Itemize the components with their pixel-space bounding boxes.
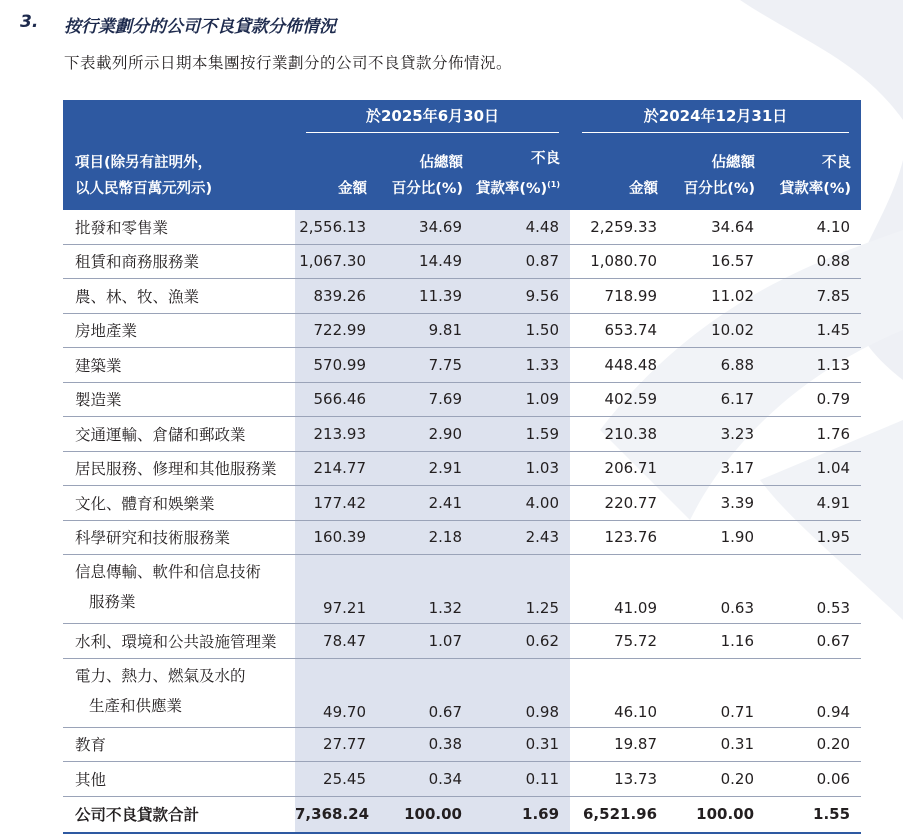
npl-ratio-2024-cell: 1.95 (765, 520, 861, 555)
amount-2024-cell: 1,080.70 (570, 244, 668, 279)
pct-2024-cell: 0.31 (668, 727, 765, 762)
pct-2025-cell: 0.67 (377, 658, 473, 727)
amount-2024-cell: 6,521.96 (570, 796, 668, 833)
table-row (63, 348, 861, 383)
amount-2025-cell: 97.21 (295, 555, 377, 624)
amount-2025-cell: 213.93 (295, 417, 377, 452)
pct-2025-cell: 7.75 (377, 348, 473, 383)
table-row (63, 244, 861, 279)
amount-2025-cell: 49.70 (295, 658, 377, 727)
amount-2025-cell: 570.99 (295, 348, 377, 383)
amount-2024-cell: 75.72 (570, 624, 668, 659)
table-row (63, 313, 861, 348)
industry-name: 居民服務、修理和其他服務業 (63, 451, 295, 486)
npl-ratio-2024-cell: 0.06 (765, 762, 861, 797)
npl-ratio-2025-cell: 1.50 (473, 313, 570, 348)
pct-2025-cell: 0.34 (377, 762, 473, 797)
pct-2024-cell: 3.17 (668, 451, 765, 486)
npl-ratio-2024-cell: 1.45 (765, 313, 861, 348)
amount-2025-cell: 27.77 (295, 727, 377, 762)
pct-2025-cell: 100.00 (377, 796, 473, 833)
npl-ratio-2024-cell: 0.53 (765, 555, 861, 624)
pct-2025-cell: 1.07 (377, 624, 473, 659)
item-column-header: 項目(除另有註明外， 以人民幣百萬元列示) (63, 138, 295, 210)
table-row (63, 382, 861, 417)
npl-ratio-2025-cell: 4.48 (473, 210, 570, 244)
npl-ratio-2025-cell: 4.00 (473, 486, 570, 521)
npl-ratio-2025-cell: 9.56 (473, 279, 570, 314)
pct-2024-cell: 1.16 (668, 624, 765, 659)
amount-2025-cell: 2,556.13 (295, 210, 377, 244)
npl-ratio-2025-cell: 1.03 (473, 451, 570, 486)
section-heading (0, 8, 903, 38)
amount-2024-cell: 448.48 (570, 348, 668, 383)
table-body (63, 210, 861, 833)
npl-ratio-2024-cell: 4.91 (765, 486, 861, 521)
amount-2025-cell: 1,067.30 (295, 244, 377, 279)
pct-header-2024: 佔總額 百分比(%) (668, 138, 765, 210)
amount-2024-cell: 653.74 (570, 313, 668, 348)
pct-2025-cell: 9.81 (377, 313, 473, 348)
industry-name: 批發和零售業 (63, 210, 295, 244)
table-row (63, 210, 861, 244)
npl-ratio-2024-cell: 4.10 (765, 210, 861, 244)
pct-2024-cell: 34.64 (668, 210, 765, 244)
total-row (63, 796, 861, 833)
section-title: 按行業劃分的公司不良貸款分佈情況 (64, 17, 336, 37)
industry-name: 教育 (63, 727, 295, 762)
table-row (63, 658, 861, 727)
pct-2024-cell: 100.00 (668, 796, 765, 833)
npl-ratio-2025-cell: 1.59 (473, 417, 570, 452)
industry-name: 電力、熱力、燃氣及水的 生產和供應業 (63, 658, 295, 727)
industry-name: 水利、環境和公共設施管理業 (63, 624, 295, 659)
table-row (63, 451, 861, 486)
pct-2024-cell: 6.17 (668, 382, 765, 417)
table-row (63, 555, 861, 624)
pct-2024-cell: 3.23 (668, 417, 765, 452)
amount-2025-cell: 160.39 (295, 520, 377, 555)
pct-2024-cell: 0.71 (668, 658, 765, 727)
period-2024-header: 於2024年12月31日 (570, 100, 861, 138)
industry-name: 農、林、牧、漁業 (63, 279, 295, 314)
npl-ratio-2024-cell: 0.79 (765, 382, 861, 417)
amount-2024-cell: 2,259.33 (570, 210, 668, 244)
amount-2024-cell: 402.59 (570, 382, 668, 417)
amount-2025-cell: 722.99 (295, 313, 377, 348)
npl-ratio-2025-cell: 1.25 (473, 555, 570, 624)
pct-2025-cell: 14.49 (377, 244, 473, 279)
industry-name: 信息傳輸、軟件和信息技術 服務業 (63, 555, 295, 624)
pct-2025-cell: 2.90 (377, 417, 473, 452)
industry-name: 製造業 (63, 382, 295, 417)
npl-ratio-header-2025: 不良 貸款率(%)$^{(1)}$ (473, 138, 570, 210)
industry-name: 房地產業 (63, 313, 295, 348)
npl-ratio-2024-cell: 0.88 (765, 244, 861, 279)
pct-2025-cell: 11.39 (377, 279, 473, 314)
pct-2024-cell: 11.02 (668, 279, 765, 314)
table-row (63, 624, 861, 659)
npl-ratio-2024-cell: 1.55 (765, 796, 861, 833)
npl-ratio-2025-cell: 0.31 (473, 727, 570, 762)
npl-ratio-2024-cell: 0.94 (765, 658, 861, 727)
npl-ratio-2025-cell: 0.11 (473, 762, 570, 797)
amount-header-2024: 金額 (570, 138, 668, 210)
amount-2024-cell: 19.87 (570, 727, 668, 762)
pct-2024-cell: 16.57 (668, 244, 765, 279)
npl-ratio-2024-cell: 1.76 (765, 417, 861, 452)
industry-name: 交通運輸、倉儲和郵政業 (63, 417, 295, 452)
table-row (63, 727, 861, 762)
npl-by-industry-table (63, 100, 861, 834)
table-row (63, 520, 861, 555)
pct-2024-cell: 3.39 (668, 486, 765, 521)
pct-2024-cell: 1.90 (668, 520, 765, 555)
amount-2024-cell: 46.10 (570, 658, 668, 727)
pct-header-2025: 佔總額 百分比(%) (377, 138, 473, 210)
industry-name: 其他 (63, 762, 295, 797)
npl-ratio-2024-cell: 0.67 (765, 624, 861, 659)
industry-name: 租賃和商務服務業 (63, 244, 295, 279)
amount-2025-cell: 7,368.24 (295, 796, 377, 833)
pct-2024-cell: 6.88 (668, 348, 765, 383)
amount-2024-cell: 718.99 (570, 279, 668, 314)
pct-2025-cell: 2.18 (377, 520, 473, 555)
pct-2025-cell: 7.69 (377, 382, 473, 417)
amount-2025-cell: 177.42 (295, 486, 377, 521)
table-row (63, 279, 861, 314)
intro-paragraph: 下表載列所示日期本集團按行業劃分的公司不良貸款分佈情況。 (64, 54, 513, 72)
npl-ratio-2025-cell: 0.62 (473, 624, 570, 659)
npl-ratio-2025-cell: 1.33 (473, 348, 570, 383)
amount-2024-cell: 41.09 (570, 555, 668, 624)
section-number: 3. (20, 12, 39, 32)
table-row (63, 762, 861, 797)
amount-2025-cell: 839.26 (295, 279, 377, 314)
amount-header-2025: 金額 (295, 138, 377, 210)
amount-2024-cell: 210.38 (570, 417, 668, 452)
amount-2024-cell: 13.73 (570, 762, 668, 797)
amount-2024-cell: 123.76 (570, 520, 668, 555)
pct-2024-cell: 10.02 (668, 313, 765, 348)
pct-2024-cell: 0.20 (668, 762, 765, 797)
npl-ratio-2024-cell: 7.85 (765, 279, 861, 314)
pct-2025-cell: 34.69 (377, 210, 473, 244)
industry-name: 公司不良貸款合計 (63, 796, 295, 833)
amount-2024-cell: 220.77 (570, 486, 668, 521)
header-blank (63, 100, 295, 138)
npl-ratio-2024-cell: 0.20 (765, 727, 861, 762)
table-row (63, 417, 861, 452)
npl-ratio-header-2024: 不良 貸款率(%) (765, 138, 861, 210)
npl-ratio-2025-cell: 0.87 (473, 244, 570, 279)
table-row (63, 486, 861, 521)
pct-2024-cell: 0.63 (668, 555, 765, 624)
period-2025-header: 於2025年6月30日 (295, 100, 570, 138)
amount-2025-cell: 214.77 (295, 451, 377, 486)
npl-ratio-2025-cell: 1.09 (473, 382, 570, 417)
npl-ratio-2025-cell: 2.43 (473, 520, 570, 555)
npl-ratio-2024-cell: 1.04 (765, 451, 861, 486)
industry-name: 科學研究和技術服務業 (63, 520, 295, 555)
pct-2025-cell: 0.38 (377, 727, 473, 762)
npl-ratio-2025-cell: 1.69 (473, 796, 570, 833)
industry-name: 建築業 (63, 348, 295, 383)
pct-2025-cell: 2.91 (377, 451, 473, 486)
npl-ratio-2024-cell: 1.13 (765, 348, 861, 383)
npl-ratio-2025-cell: 0.98 (473, 658, 570, 727)
amount-2025-cell: 78.47 (295, 624, 377, 659)
pct-2025-cell: 1.32 (377, 555, 473, 624)
amount-2024-cell: 206.71 (570, 451, 668, 486)
industry-name: 文化、體育和娛樂業 (63, 486, 295, 521)
amount-2025-cell: 25.45 (295, 762, 377, 797)
amount-2025-cell: 566.46 (295, 382, 377, 417)
pct-2025-cell: 2.41 (377, 486, 473, 521)
